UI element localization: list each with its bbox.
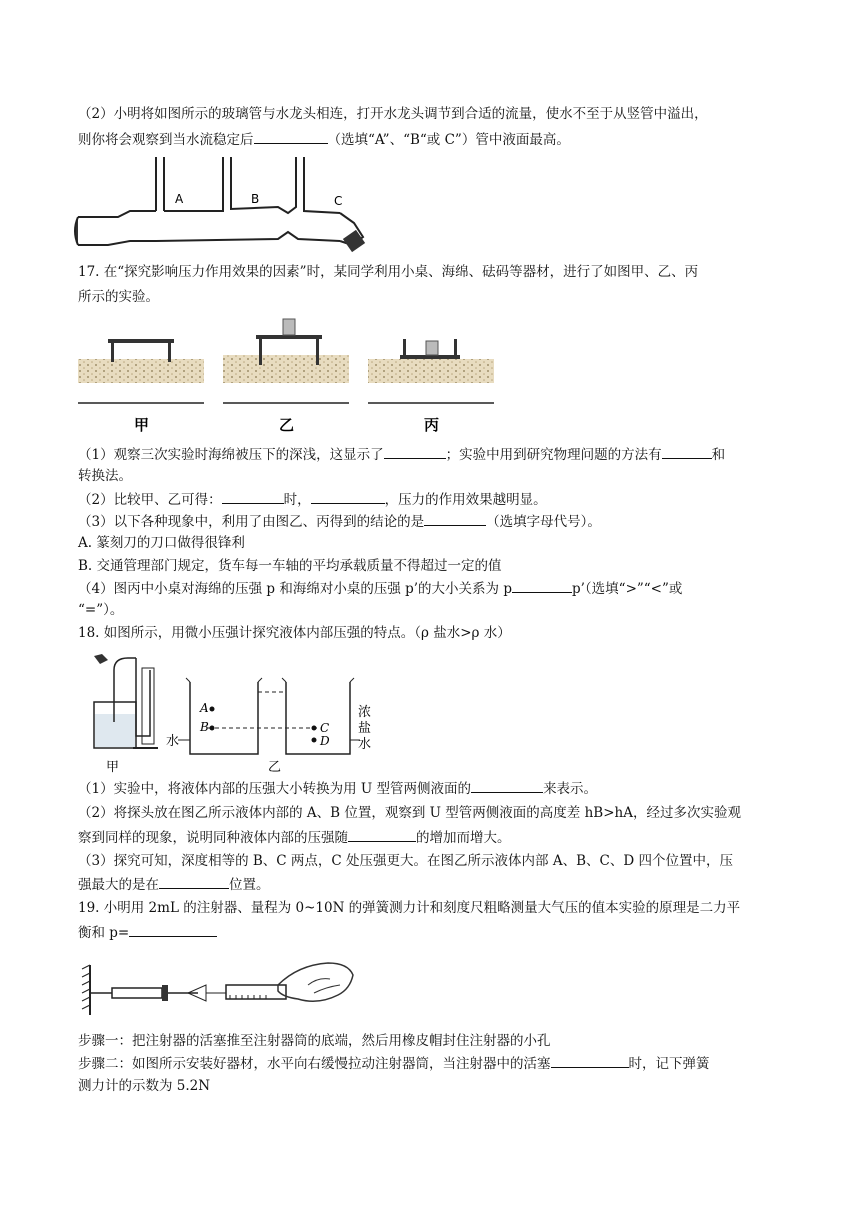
- text: （1）实验中，将液体内部的压强大小转换为用 U 型管两侧液面的: [78, 781, 472, 797]
- text: ，压力的作用效果越明显。: [384, 492, 547, 508]
- text: p’（选填“>”“<”或: [571, 581, 683, 597]
- label-brine-1: 浓: [358, 705, 372, 720]
- text: 步骤二：如图所示安装好器材，水平向右缓慢拉动注射器筒，当注射器中的活塞: [78, 1056, 551, 1072]
- text: 时，: [283, 492, 311, 508]
- q18-p2-line2: [78, 827, 511, 848]
- label-d: D: [320, 734, 330, 748]
- q16-2-text-a: 则你将会观察到当水流稳定后: [78, 132, 254, 148]
- caption-yi: 乙: [268, 760, 282, 775]
- answer-blank[interactable]: [311, 489, 385, 504]
- answer-blank[interactable]: [348, 827, 416, 842]
- text: （1）观察三次实验时海绵被压下的深浅，这显示了: [78, 447, 384, 463]
- text: 和: [711, 447, 726, 463]
- q17-line2: 所示的实验。: [78, 289, 159, 305]
- q19-line1: 19. 小明用 2mL 的注射器、量程为 0~10N 的弹簧测力计和刻度尺粗略测量大气压的值本实验的原理是二力平: [78, 900, 741, 916]
- q18-p3-line2: [78, 874, 270, 895]
- text: 位置。: [229, 877, 270, 893]
- sponge-figure: [78, 315, 498, 440]
- text: 衡和 p=: [78, 925, 130, 941]
- q18-line1: 18. 如图所示，用微小压强计探究液体内部压强的特点。（ρ 盐水>ρ 水）: [78, 625, 511, 641]
- q17-p1: [78, 444, 725, 465]
- answer-blank[interactable]: [384, 444, 446, 459]
- q16-2-text-b: （选填“A”、“B“或 C”）管中液面最高。: [327, 132, 570, 148]
- q17-p1-cont: 转换法。: [78, 468, 132, 484]
- text: （选填字母代号）。: [486, 514, 601, 530]
- tube-label-c: C: [334, 194, 343, 208]
- answer-blank[interactable]: [159, 874, 229, 889]
- label-b: B: [200, 720, 209, 734]
- q17-option-b: B. 交通管理部门规定，货车每一车轴的平均承载质量不得超过一定的值: [78, 558, 502, 574]
- text: （2）比较甲、乙可得：: [78, 492, 222, 508]
- text: ；实验中用到研究物理问题的方法有: [445, 447, 662, 463]
- answer-blank[interactable]: [512, 578, 572, 593]
- text: 时，记下弹簧: [628, 1056, 710, 1072]
- q18-p3-line1: （3）探究可知，深度相等的 B、C 两点，C 处压强更大。在图乙所示液体内部 A、B、C、D 四个位置中，压: [78, 853, 733, 869]
- label-brine-3: 水: [358, 737, 372, 752]
- answer-blank[interactable]: [254, 129, 328, 144]
- tube-label-b: B: [251, 192, 260, 206]
- answer-blank[interactable]: [662, 444, 712, 459]
- caption-bing: 丙: [424, 416, 440, 434]
- q19-line2: [78, 922, 217, 943]
- answer-blank[interactable]: [222, 489, 284, 504]
- label-brine-2: 盐: [358, 721, 372, 736]
- text: 强最大的是在: [78, 877, 159, 893]
- syringe-figure: [78, 955, 368, 1025]
- q17-p3: [78, 511, 601, 532]
- q16-2-line1: （2）小明将如图所示的玻璃管与水龙头相连，打开水龙头调节到合适的流量，使水不至于从竖管中溢出，: [78, 106, 708, 122]
- text: 察到同样的现象，说明同种液体内部的压强随: [78, 830, 348, 846]
- answer-blank[interactable]: [129, 922, 217, 937]
- label-water: 水: [166, 734, 180, 749]
- q17-p4-cont: “=”）。: [78, 602, 124, 618]
- q16-2-line2: [78, 129, 570, 150]
- tube-figure: [78, 155, 378, 255]
- tube-label-a: A: [175, 192, 184, 206]
- q18-p1: [78, 778, 597, 799]
- q18-p2-line1: （2）将探头放在图乙所示液体内部的 A、B 位置，观察到 U 型管两侧液面的高度差 hB>hA，经过多次实验观: [78, 805, 741, 821]
- answer-blank[interactable]: [551, 1053, 629, 1068]
- text: （3）以下各种现象中，利用了由图乙、丙得到的结论的是: [78, 514, 425, 530]
- text: （4）图丙中小桌对海绵的压强 p 和海绵对小桌的压强 p’的大小关系为 p: [78, 581, 512, 597]
- answer-blank[interactable]: [424, 511, 486, 526]
- q17-p4: [78, 578, 682, 599]
- q19-step2-cont: 测力计的示数为 5.2N: [78, 1078, 211, 1094]
- label-c: C: [320, 721, 330, 735]
- q19-step1: 步骤一：把注射器的活塞推至注射器筒的底端，然后用橡皮帽封住注射器的小孔: [78, 1033, 551, 1049]
- answer-blank[interactable]: [471, 778, 543, 793]
- text: 的增加而增大。: [416, 830, 511, 846]
- q17-line1: 17. 在“探究影响压力作用效果的因素”时，某同学利用小桌、海绵、砝码等器材，进行了如图甲、乙、丙: [78, 264, 699, 280]
- label-a: A: [200, 701, 209, 715]
- q19-step2: [78, 1053, 710, 1074]
- caption-yi: 乙: [279, 416, 295, 434]
- text: 来表示。: [543, 781, 598, 797]
- q17-p2: [78, 489, 547, 510]
- pressure-figure: [78, 650, 398, 775]
- caption-jia: 甲: [134, 416, 150, 434]
- caption-jia: 甲: [106, 760, 120, 775]
- q17-option-a: A. 篆刻刀的刀口做得很锋利: [78, 535, 245, 551]
